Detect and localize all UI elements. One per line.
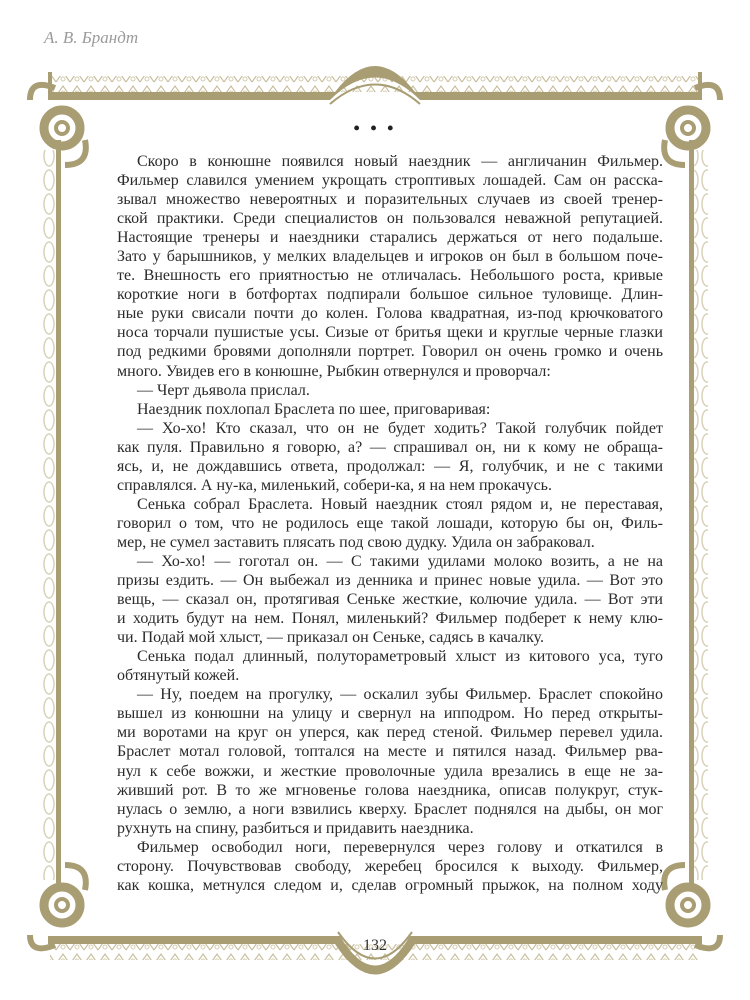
top-border xyxy=(48,66,702,104)
text-line: Настоящие тренеры и наездники старались держаться от него подальше. xyxy=(117,229,663,247)
text-line: носа торчали пушистые усы. Сизые от бритья щеки и круглые черные глазки xyxy=(117,324,663,342)
text-line: как пуля. Правильно я говорю, а? — спрашивал он, ни к кому не обраща- xyxy=(117,438,663,456)
text-line: ясь, и, не дождавшись ответа, продолжал: — Я, голубчик, и не с такими xyxy=(117,457,663,475)
text-line: сторону. Почувствовав свободу, жеребец бросился к выходу. Фильмер, xyxy=(117,857,663,875)
text-line: — Ну, поедем на прогулку, — оскалил зубы Фильмер. Браслет спокойно xyxy=(137,686,663,704)
left-border xyxy=(42,140,61,890)
text-line: Сенька подал длинный, полутораметровый хлыст из китового уса, туго xyxy=(137,648,663,666)
text-line: Фильмер славился умением укрощать строптивых лошадей. Сам он расска- xyxy=(117,172,663,190)
text-line: Скоро в конюшне появился новый наездник — англичанин Фильмер. xyxy=(137,153,663,170)
text-line: и ходить будут на нем. Понял, миленький? Фильмер подберет к нему клю- xyxy=(117,610,663,628)
text-line: Браслет мотал головой, топтался на месте и пятился назад. Фильмер рва- xyxy=(117,743,663,761)
text-line: Сенька собрал Браслета. Новый наездник стоял рядом и, не переставая, xyxy=(137,495,663,513)
text-line: вещь, — сказал он, протягивая Сеньке жесткие, колючие удила. — Вот эти xyxy=(117,591,663,609)
text-line: рухнуть на спину, разбиться и придавить наездника. xyxy=(117,819,474,837)
text-line: Зато у барышников, у мелких владельцев и игроков он был в большом поче- xyxy=(117,248,663,266)
text-line: короткие ноги в ботфортах подпирали большое сильное туловище. Длин- xyxy=(117,286,663,304)
text-line: нулась о землю, а ноги взвились кверху. Браслет поднялся на дыбы, он мог xyxy=(117,800,663,818)
text-line: обтянутый кожей. xyxy=(117,667,240,685)
text-line: — Хо-хо! — гоготал он. — С такими удилами молоко возить, а не на xyxy=(137,552,663,570)
section-break: • • • xyxy=(353,118,397,138)
text-line: Наездник похлопал Браслета по шее, приговаривая: xyxy=(137,400,491,418)
text-line: под редкими бровями дополняли портрет. Говорил он очень громко и очень xyxy=(117,343,663,361)
text-line: много. Увидев его в конюшне, Рыбкин отвернулся и проворчал: xyxy=(117,362,551,380)
page-number: 132 xyxy=(363,937,387,954)
text-line: нул к себе вожжи, и жесткие проволочные удила врезались в еще не за- xyxy=(117,762,663,780)
text-line: говорил о том, что не родилось еще такой лошади, которую бы он, Филь- xyxy=(117,514,663,532)
text-line: как кошка, метнулся следом и, сделав огромный прыжок, на полном ходу xyxy=(117,876,663,894)
right-border xyxy=(689,140,708,890)
running-head-author: А. В. Брандт xyxy=(44,28,139,47)
text-line: ные руки свисали почти до колен. Голова квадратная, из-под крючковатого xyxy=(117,305,663,323)
body-text xyxy=(117,152,663,895)
text-line: ской практики. Среди специалистов он пользовался неважной репутацией. xyxy=(117,210,663,228)
text-line: мер, не сумел заставить плясать под свою дудку. Удила он забраковал. xyxy=(117,533,595,551)
text-line: зывал множество невероятных и поразительных случаев из своей тренер- xyxy=(117,191,663,209)
text-line: справлялся. А ну-ка, миленький, собери-ка, я на нем прокачусь. xyxy=(117,476,552,494)
text-line: живший рот. В то же мгновенье голова наездника, описав полукруг, стук- xyxy=(117,781,663,799)
text-line: вышел из конюшни на улицу и свернул на ипподром. Но перед открыты- xyxy=(117,705,663,723)
text-line: те. Внешность его приятностью не отличалась. Небольшого роста, кривые xyxy=(117,267,663,285)
text-line: Фильмер освободил ноги, перевернулся через голову и откатился в xyxy=(137,838,663,856)
text-line: ми воротами на круг он уперся, как перед стеной. Фильмер перевел удила. xyxy=(117,724,663,742)
text-line: — Хо-хо! Кто сказал, что он не будет ходить? Такой голубчик пойдет xyxy=(137,419,663,437)
text-line: — Черт дьявола прислал. xyxy=(137,381,310,399)
text-line: чи. Подай мой хлыст, — приказал он Сеньке, садясь в качалку. xyxy=(117,629,545,647)
text-line: призы ездить. — Он выбежал из денника и принес новые удила. — Вот это xyxy=(117,572,663,590)
